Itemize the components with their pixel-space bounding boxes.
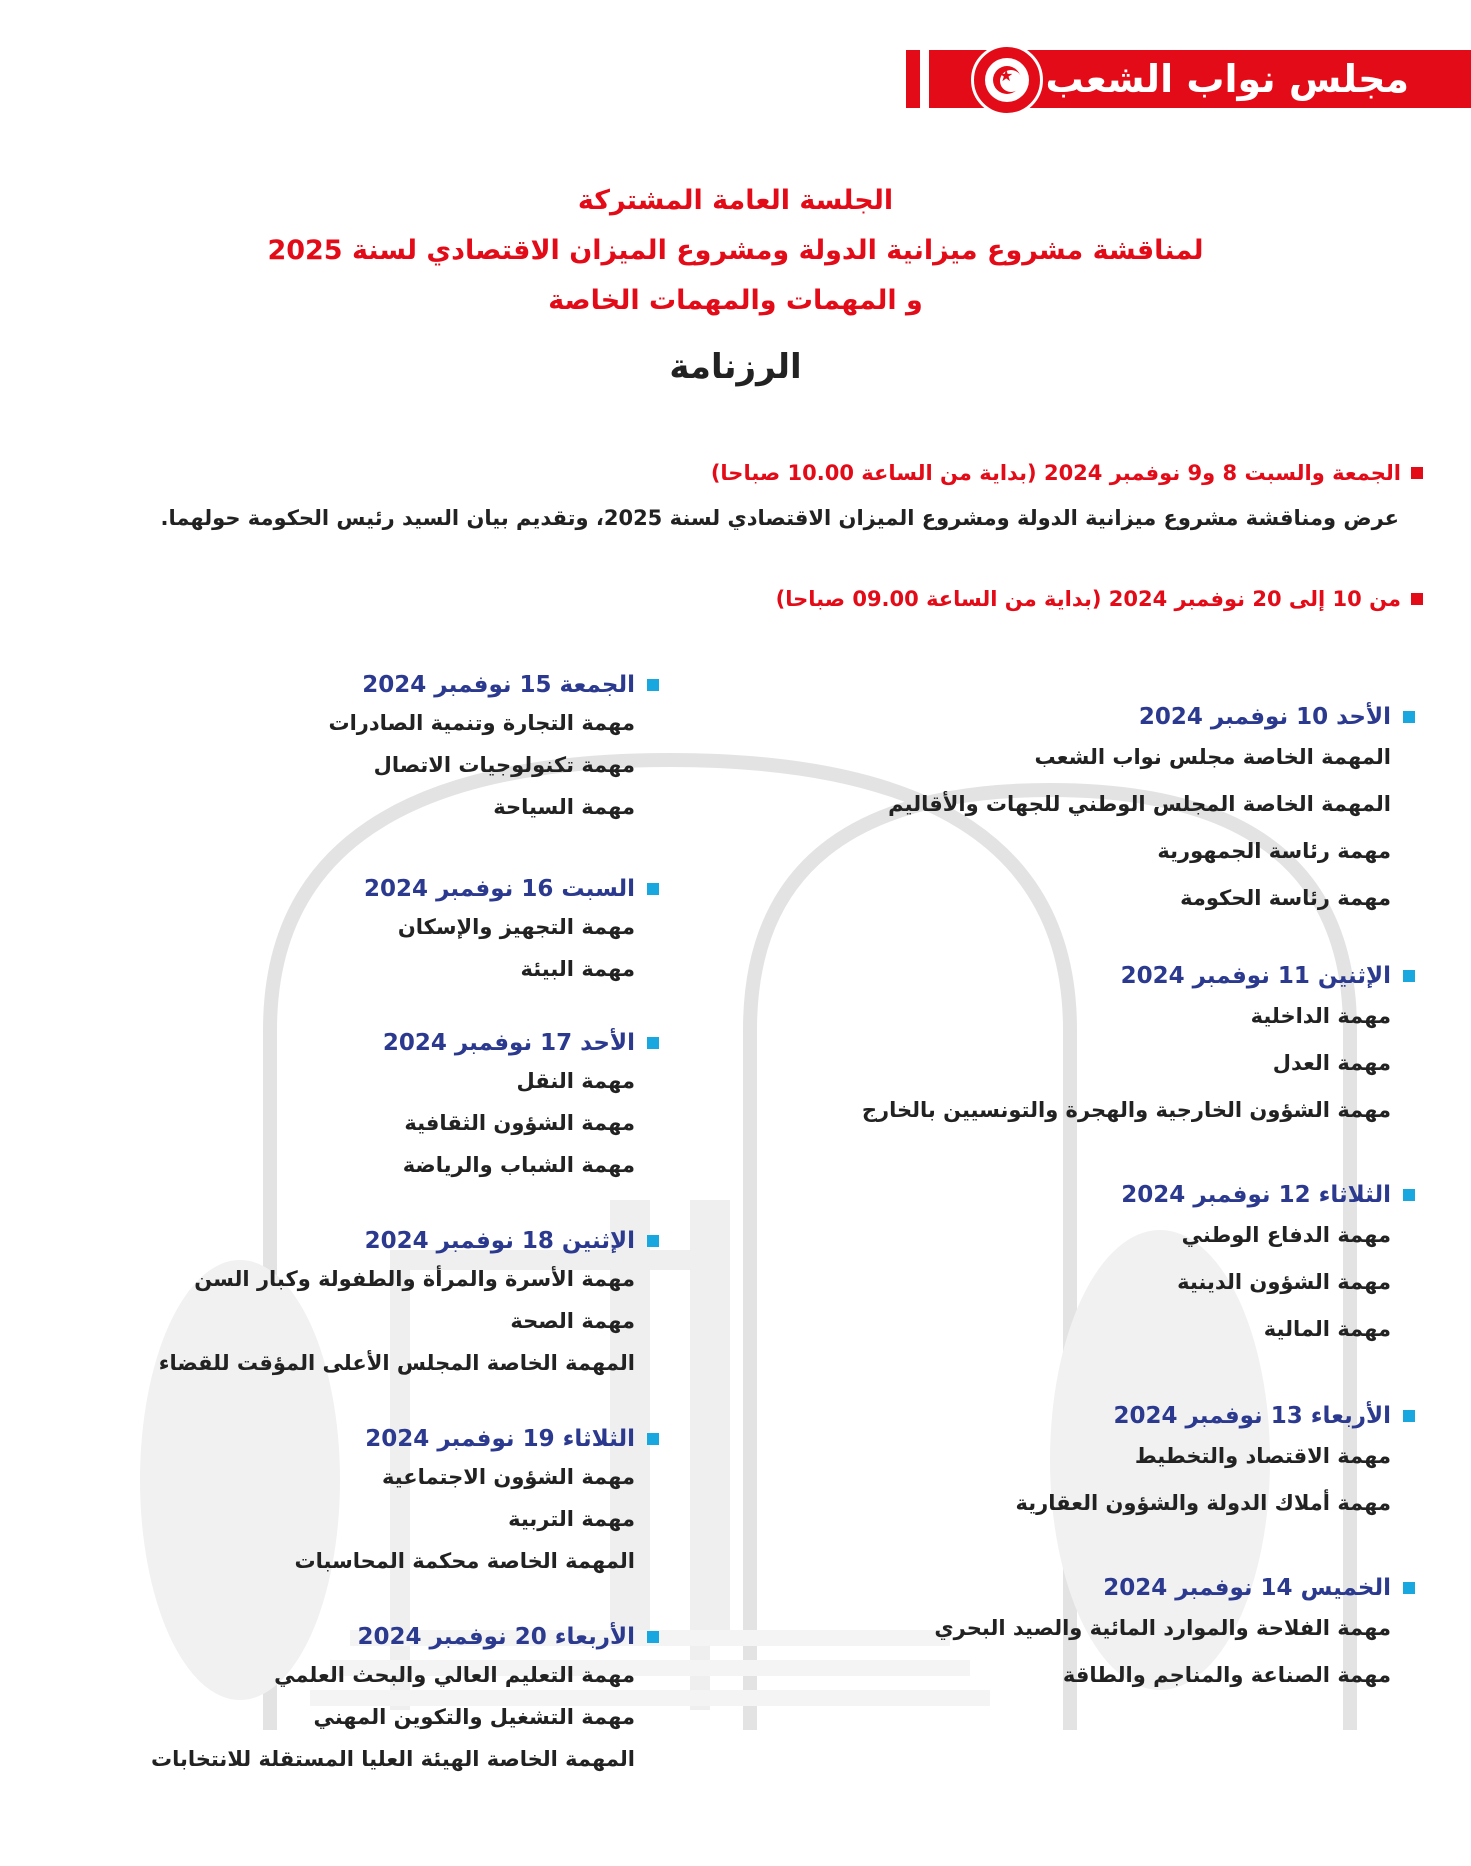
- mission-item: مهمة البيئة: [520, 957, 635, 981]
- mission-item: مهمة تكنولوجيات الاتصال: [373, 753, 635, 777]
- mission-item: مهمة الشؤون الثقافية: [404, 1111, 635, 1135]
- blue-square-bullet-icon: [1403, 1410, 1415, 1422]
- day-heading: الأحد 17 نوفمبر 2024: [382, 1030, 635, 1056]
- day-heading: السبت 16 نوفمبر 2024: [364, 876, 635, 902]
- header-stripe: [906, 50, 920, 108]
- mission-item: مهمة الداخلية: [1250, 1004, 1391, 1028]
- mission-item: مهمة السياحة: [493, 795, 635, 819]
- section1-heading: [711, 461, 1423, 485]
- schedule-day: [364, 872, 659, 990]
- blue-square-bullet-icon: [647, 883, 659, 895]
- schedule-day: [1121, 1178, 1415, 1353]
- title-line-3: و المهمات والمهمات الخاصة: [548, 285, 923, 316]
- mission-item: مهمة الشباب والرياضة: [402, 1153, 635, 1177]
- blue-square-bullet-icon: [1403, 1582, 1415, 1594]
- day-heading: الإثنين 11 نوفمبر 2024: [1120, 963, 1391, 989]
- blue-square-bullet-icon: [647, 1631, 659, 1643]
- blue-square-bullet-icon: [647, 1235, 659, 1247]
- schedule-day: [1016, 1399, 1416, 1527]
- day-heading: الثلاثاء 19 نوفمبر 2024: [365, 1426, 635, 1452]
- mission-item: مهمة الفلاحة والموارد المائية والصيد البحري: [934, 1616, 1391, 1640]
- schedule-day: [862, 959, 1415, 1134]
- schedule-day: [888, 700, 1415, 922]
- blue-square-bullet-icon: [647, 1037, 659, 1049]
- day-heading: الأحد 10 نوفمبر 2024: [1138, 704, 1391, 730]
- day-heading: الخميس 14 نوفمبر 2024: [1103, 1575, 1391, 1601]
- mission-item: مهمة الدفاع الوطني: [1181, 1223, 1391, 1247]
- tunisia-flag-icon: ★: [971, 44, 1043, 116]
- mission-item: مهمة الصناعة والمناجم والطاقة: [1062, 1663, 1391, 1687]
- mission-item: مهمة التجارة وتنمية الصادرات: [328, 711, 635, 735]
- day-heading: الإثنين 18 نوفمبر 2024: [364, 1228, 635, 1254]
- blue-square-bullet-icon: [1403, 711, 1415, 723]
- mission-item: مهمة أملاك الدولة والشؤون العقارية: [1015, 1491, 1391, 1515]
- mission-item: مهمة الشؤون الاجتماعية: [381, 1465, 635, 1489]
- mission-item: مهمة الشؤون الخارجية والهجرة والتونسيين بالخارج: [861, 1098, 1391, 1122]
- mission-item: المهمة الخاصة المجلس الأعلى المؤقت للقضاء: [158, 1351, 635, 1375]
- title-block: [0, 176, 1471, 392]
- day-heading: الأربعاء 13 نوفمبر 2024: [1113, 1403, 1391, 1429]
- day-heading: الأربعاء 20 نوفمبر 2024: [357, 1624, 635, 1650]
- mission-item: مهمة المالية: [1263, 1317, 1391, 1341]
- mission-item: مهمة الاقتصاد والتخطيط: [1134, 1444, 1391, 1468]
- schedule-day: [329, 668, 660, 828]
- mission-item: مهمة الأسرة والمرأة والطفولة وكبار السن: [194, 1267, 635, 1291]
- assembly-name: مجلس نواب الشعب: [1045, 57, 1409, 101]
- mission-item: المهمة الخاصة مجلس نواب الشعب: [1034, 745, 1391, 769]
- mission-item: مهمة رئاسة الجمهورية: [1157, 839, 1391, 863]
- schedule-day: [383, 1026, 659, 1186]
- mission-item: مهمة التشغيل والتكوين المهني: [313, 1705, 635, 1729]
- mission-item: المهمة الخاصة محكمة المحاسبات: [294, 1549, 635, 1573]
- mission-item: مهمة الصحة: [510, 1309, 635, 1333]
- blue-square-bullet-icon: [647, 679, 659, 691]
- red-square-bullet-icon: [1411, 467, 1423, 479]
- section2-heading: [776, 587, 1423, 611]
- section1-heading-text: الجمعة والسبت 8 و9 نوفمبر 2024 (بداية من الساعة 10.00 صباحا): [710, 461, 1401, 485]
- blue-square-bullet-icon: [647, 1433, 659, 1445]
- calendar-title: الرزنامة: [669, 347, 802, 387]
- section2-heading-text: من 10 إلى 20 نوفمبر 2024 (بداية من الساعة 09.00 صباحا): [775, 587, 1401, 611]
- schedule-day: [159, 1224, 659, 1384]
- schedule-day: [151, 1620, 659, 1780]
- blue-square-bullet-icon: [1403, 970, 1415, 982]
- mission-item: مهمة النقل: [516, 1069, 635, 1093]
- mission-item: مهمة رئاسة الحكومة: [1180, 886, 1391, 910]
- red-square-bullet-icon: [1411, 593, 1423, 605]
- mission-item: مهمة التجهيز والإسكان: [397, 915, 635, 939]
- mission-item: مهمة العدل: [1272, 1051, 1391, 1075]
- section1-description: عرض ومناقشة مشروع ميزانية الدولة ومشروع الميزان الاقتصادي لسنة 2025، وتقديم بيان السيد رئيس الحكومة حولهما.: [160, 506, 1399, 530]
- title-line-2: لمناقشة مشروع ميزانية الدولة ومشروع الميزان الاقتصادي لسنة 2025: [267, 235, 1204, 266]
- title-line-1: الجلسة العامة المشتركة: [577, 185, 894, 216]
- mission-item: المهمة الخاصة المجلس الوطني للجهات والأقاليم: [888, 792, 1391, 816]
- schedule-day: [934, 1571, 1415, 1699]
- mission-item: مهمة التعليم العالي والبحث العلمي: [274, 1663, 635, 1687]
- mission-item: مهمة الشؤون الدينية: [1177, 1270, 1391, 1294]
- schedule-day: [295, 1422, 659, 1582]
- day-heading: الجمعة 15 نوفمبر 2024: [362, 672, 635, 698]
- day-heading: الثلاثاء 12 نوفمبر 2024: [1121, 1182, 1391, 1208]
- blue-square-bullet-icon: [1403, 1189, 1415, 1201]
- mission-item: مهمة التربية: [508, 1507, 635, 1531]
- mission-item: المهمة الخاصة الهيئة العليا المستقلة للانتخابات: [150, 1747, 635, 1771]
